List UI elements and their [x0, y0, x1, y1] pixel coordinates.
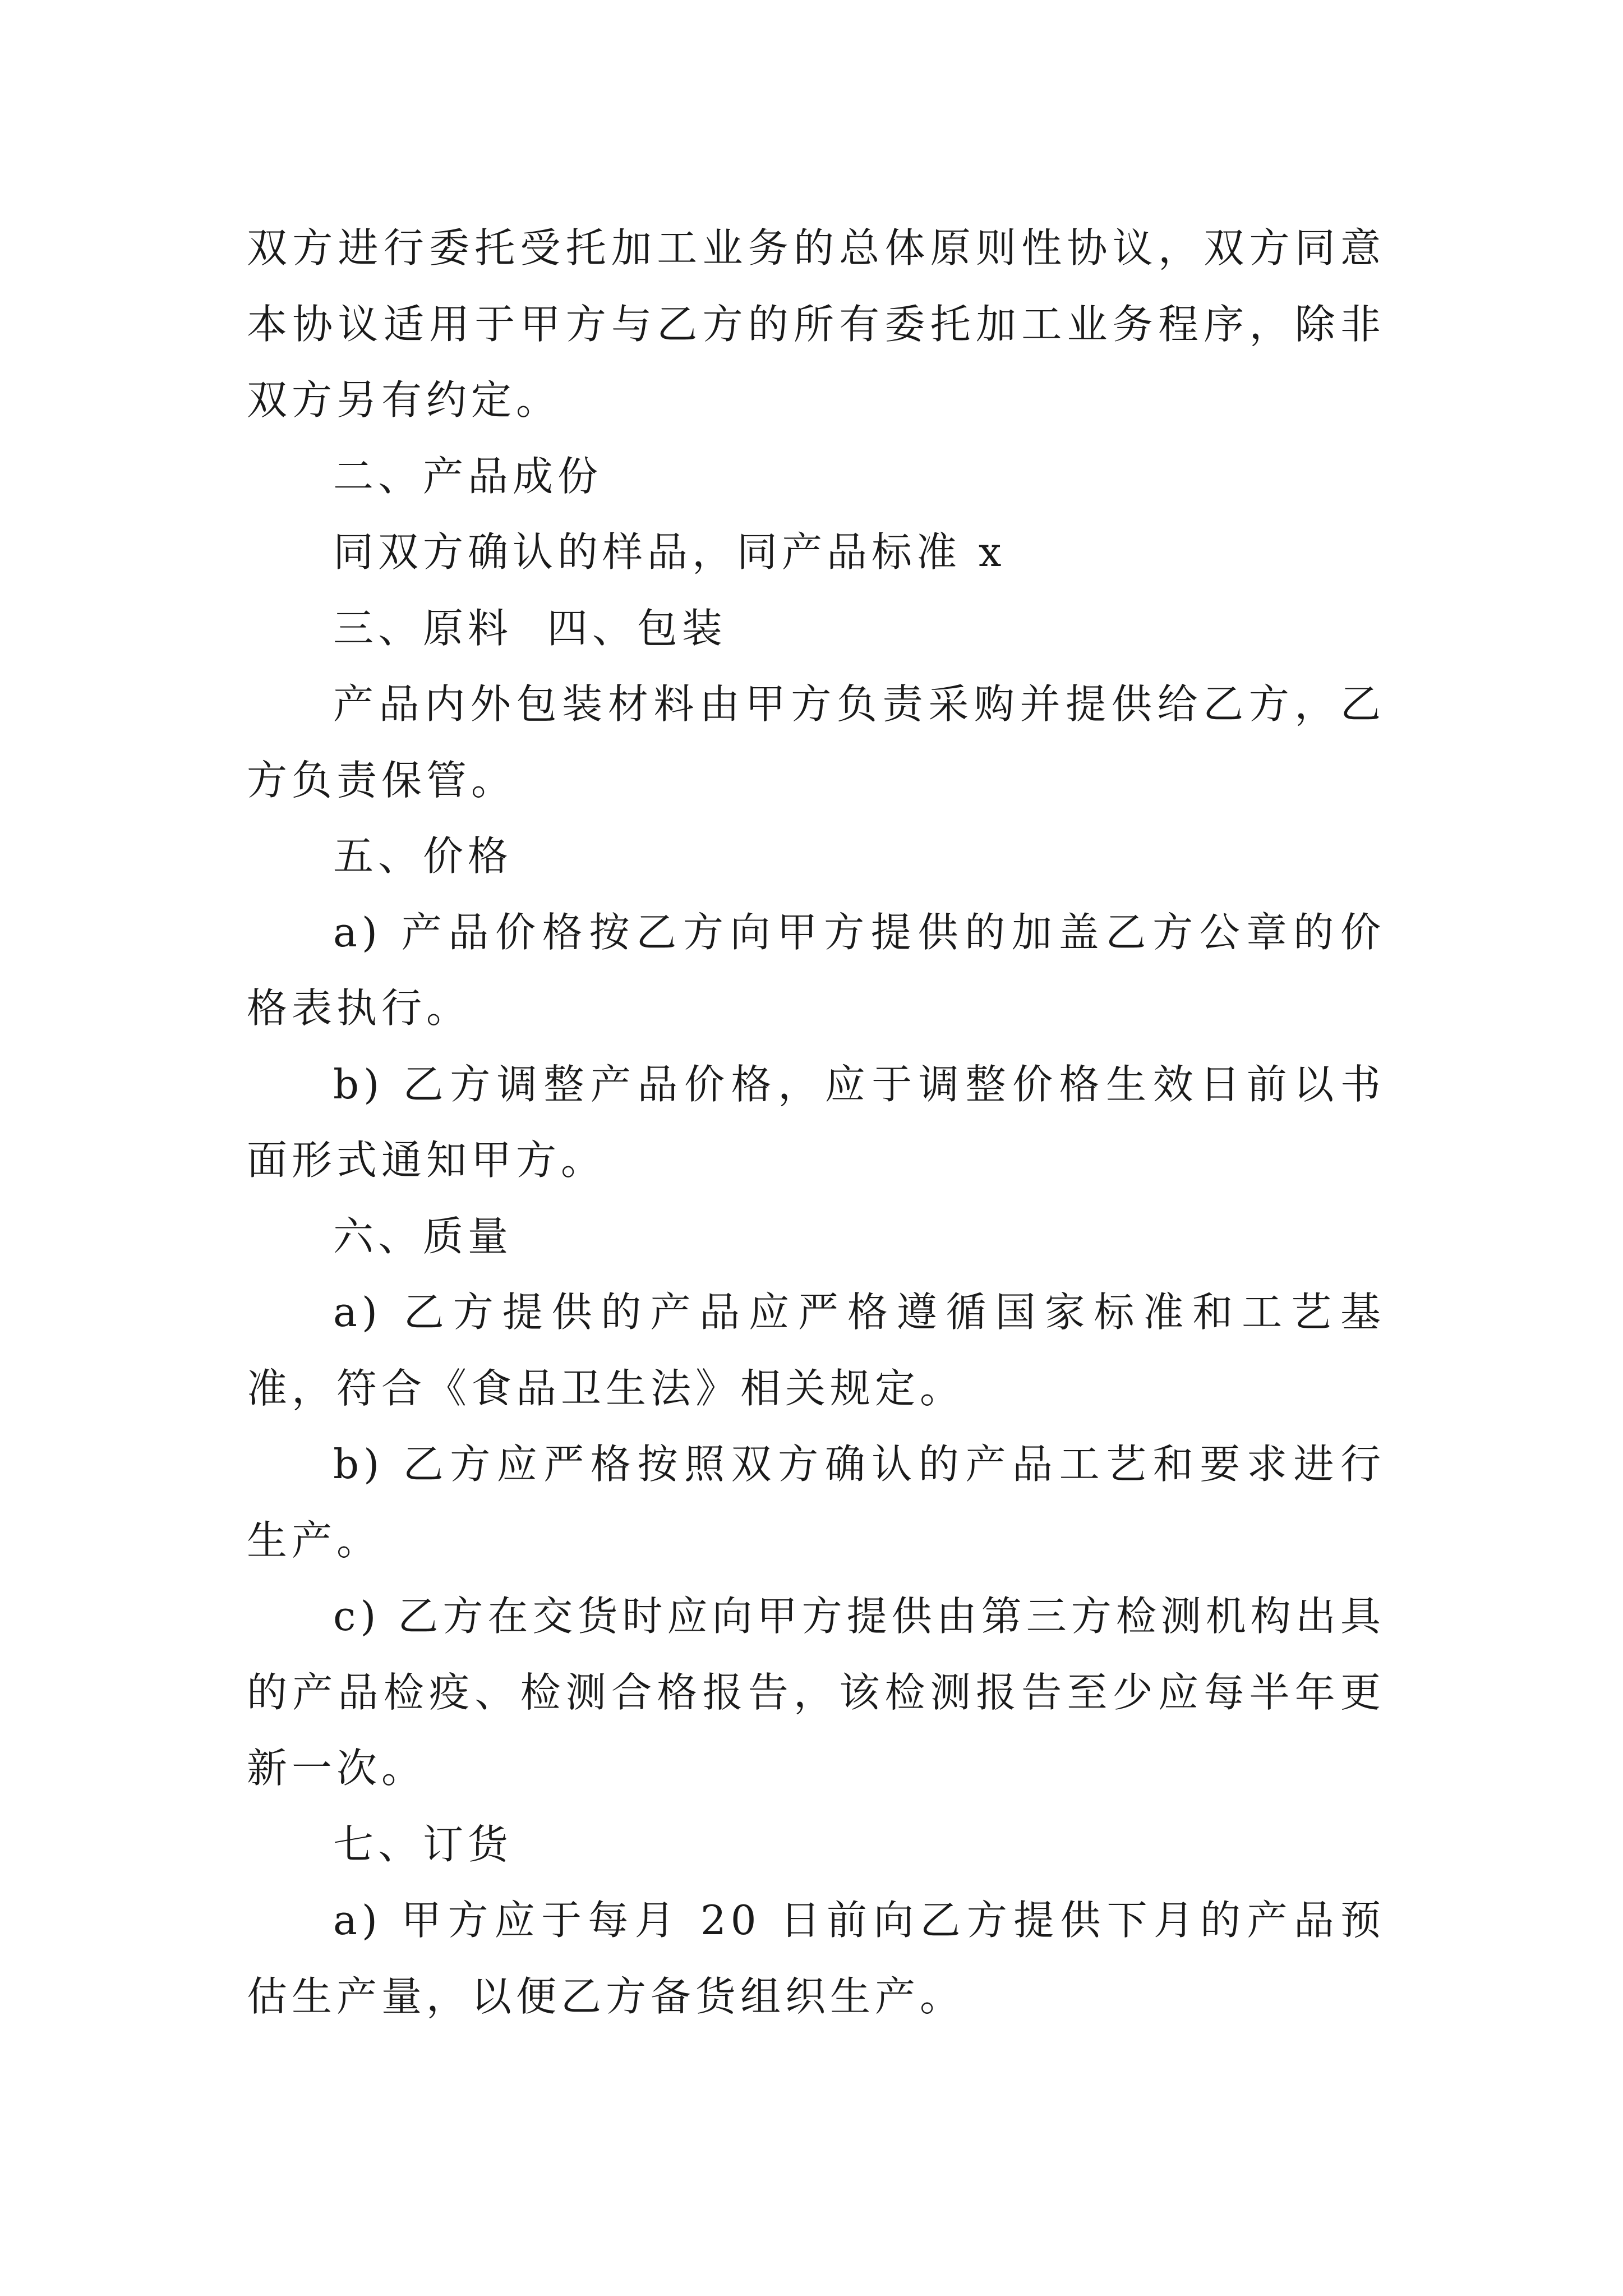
paragraph-quality-b: b) 乙方应严格按照双方确认的产品工艺和要求进行生产。 — [247, 1441, 1385, 1564]
heading-product-composition: 二、产品成份 — [333, 452, 603, 500]
heading-price: 五、价格 — [333, 832, 513, 880]
heading-materials-packaging: 三、原料 四、包装 — [333, 604, 727, 652]
paragraph-price-a: a) 产品价格按乙方向甲方提供的加盖乙方公章的价格表执行。 — [247, 908, 1385, 1032]
document-body — [247, 210, 1385, 2035]
paragraph-general-principle: 双方进行委托受托加工业务的总体原则性协议，双方同意本协议适用于甲方与乙方的所有委托加工业务程序，除非双方另有约定。 — [247, 224, 1385, 424]
paragraph-packaging: 产品内外包装材料由甲方负责采购并提供给乙方，乙方负责保管。 — [247, 680, 1385, 804]
paragraph-quality-c: c) 乙方在交货时应向甲方提供由第三方检测机构出具的产品检疫、检测合格报告，该检测报告至少应每半年更新一次。 — [247, 1593, 1385, 1792]
paragraph-product-composition: 同双方确认的样品，同产品标准 x — [333, 528, 1006, 576]
heading-quality: 六、质量 — [333, 1212, 513, 1260]
paragraph-quality-a: a) 乙方提供的产品应严格遵循国家标准和工艺基准，符合《食品卫生法》相关规定。 — [247, 1289, 1385, 1412]
paragraph-ordering-a: a) 甲方应于每月 20 日前向乙方提供下月的产品预估生产量，以便乙方备货组织生产。 — [247, 1897, 1385, 2020]
paragraph-price-b: b) 乙方调整产品价格，应于调整价格生效日前以书面形式通知甲方。 — [247, 1060, 1385, 1184]
heading-ordering: 七、订货 — [333, 1820, 513, 1868]
